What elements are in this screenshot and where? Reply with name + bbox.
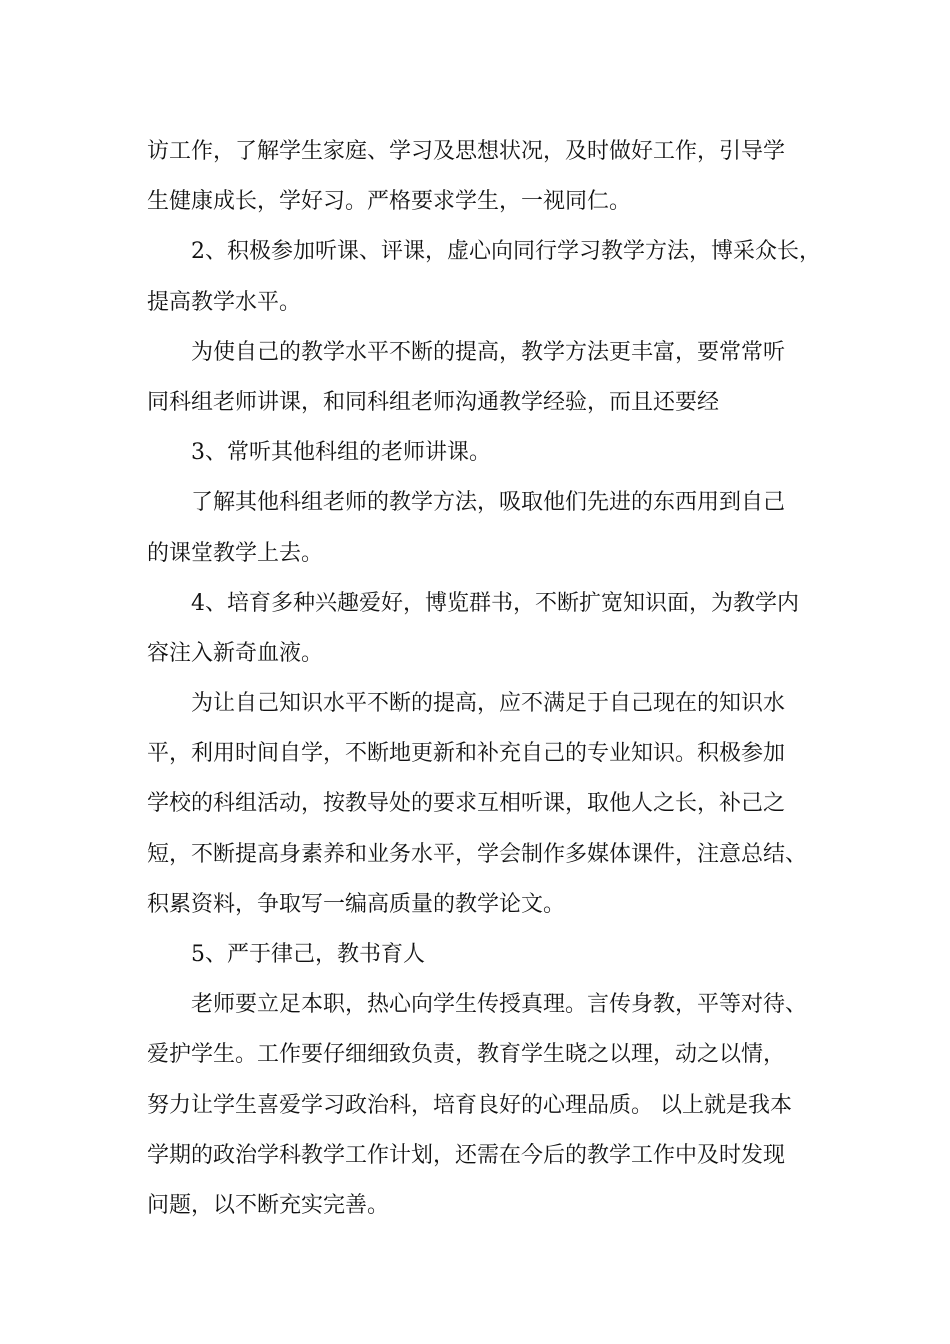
text-line: 生健康成长，学好习。严格要求学生，一视同仁。 <box>147 189 632 215</box>
text-line: 5、严于律己，教书育人 <box>191 942 425 967</box>
text-line: 平，利用时间自学，不断地更新和补充自己的专业知识。积极参加 <box>147 741 786 767</box>
text-line: 的课堂教学上去。 <box>147 540 324 566</box>
text-line: 访工作，了解学生家庭、学习及思想状况，及时做好工作，引导学 <box>147 139 786 164</box>
text-line: 2、积极参加听课、评课，虚心向同行学习教学方法，博采众长， <box>191 239 821 265</box>
text-line: 短，不断提高身素养和业务水平，学会制作多媒体课件，注意总结、 <box>147 841 808 867</box>
text-line: 努力让学生喜爱学习政治科，培育良好的心理品质。 以上就是我本 <box>147 1092 792 1118</box>
text-line: 为让自己知识水平不断的提高，应不满足于自己现在的知识水 <box>191 691 786 717</box>
text-line: 容注入新奇血液。 <box>147 640 324 666</box>
text-line: 学校的科组活动，按教导处的要求互相听课，取他人之长，补己之 <box>147 791 786 817</box>
text-line: 老师要立足本职，热心向学生传授真理。言传身教，平等对待、 <box>191 992 808 1018</box>
text-line: 为使自己的教学水平不断的提高，教学方法更丰富，要常常听 <box>191 339 786 365</box>
document-body <box>147 130 821 1234</box>
text-line: 4、培育多种兴趣爱好，博览群书，不断扩宽知识面，为教学内 <box>191 590 799 616</box>
text-line: 爱护学生。工作要仔细细致负责，教育学生晓之以理，动之以情， <box>147 1042 786 1068</box>
text-line: 3、常听其他科组的老师讲课。 <box>191 440 491 466</box>
text-line: 学期的政治学科教学工作计划，还需在今后的教学工作中及时发现 <box>147 1142 786 1168</box>
text-line: 问题，以不断充实完善。 <box>147 1192 390 1218</box>
text-line: 同科组老师讲课，和同科组老师沟通教学经验，而且还要经 <box>147 389 720 415</box>
text-line: 积累资料，争取写一编高质量的教学论文。 <box>147 891 566 917</box>
text-line: 了解其他科组老师的教学方法，吸取他们先进的东西用到自己 <box>191 490 786 516</box>
text-line: 提高教学水平。 <box>147 289 302 315</box>
